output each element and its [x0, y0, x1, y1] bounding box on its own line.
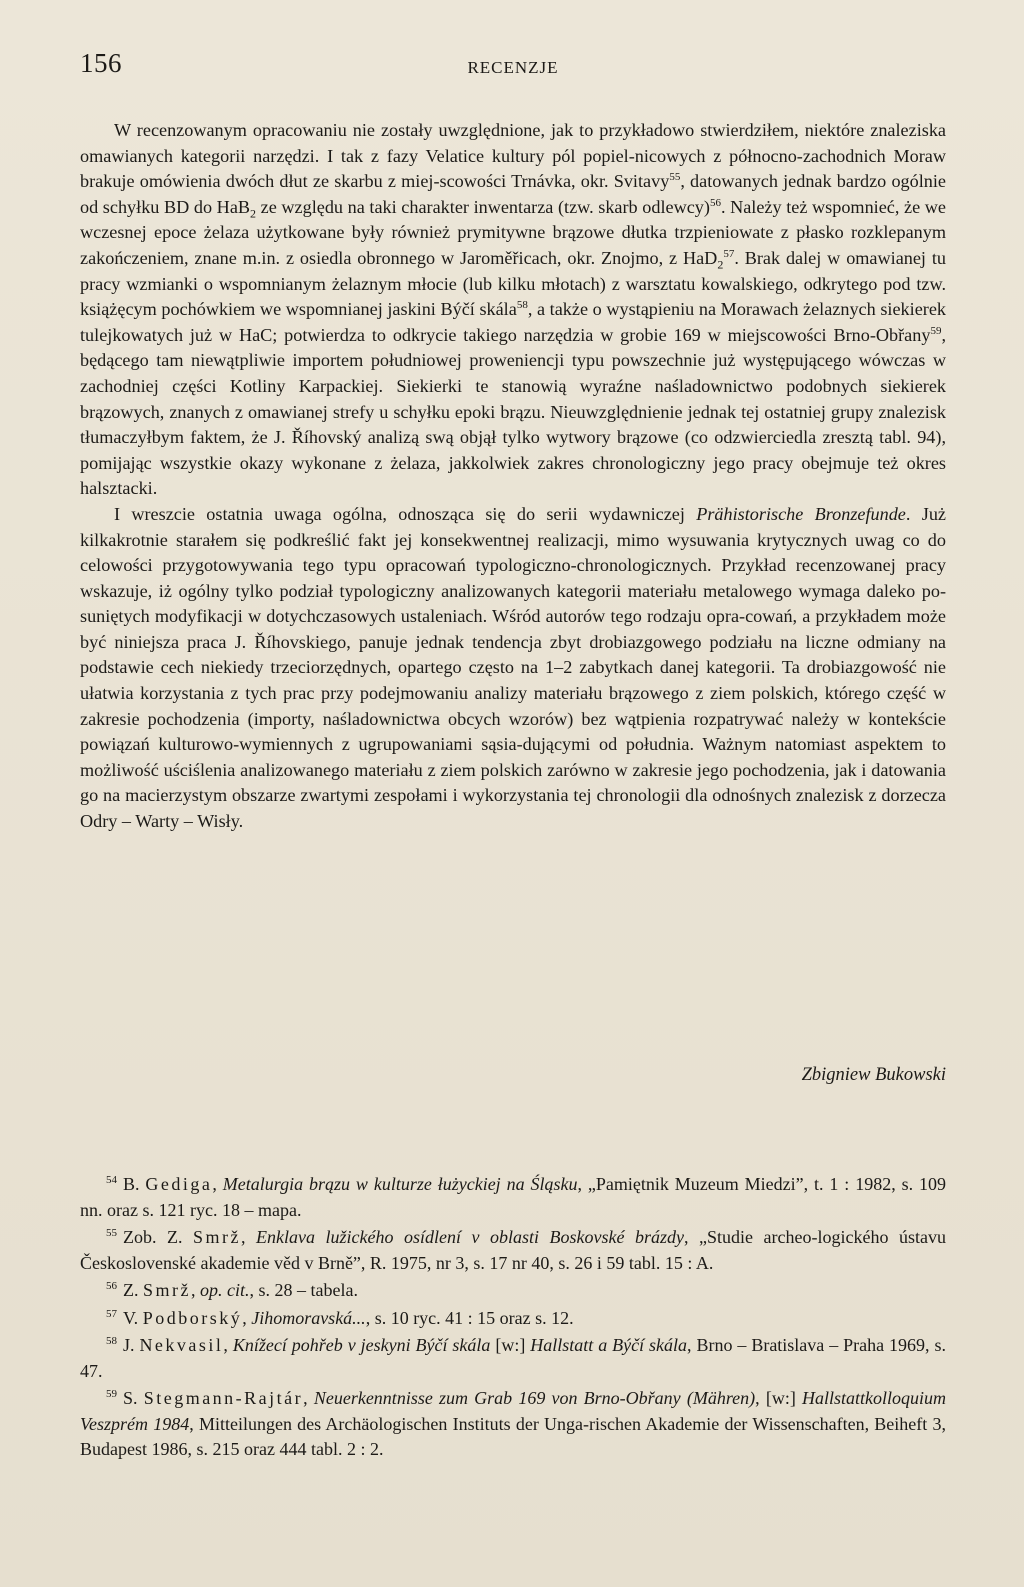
text-run: . Brak dalej w omawianej tu pracy wzmianki o wspomnianym żelaznym młocie (lub kilku młotach) z warsztatu kowalskiego, odkrytego pod tzw. książęcym pochówkiem we wspomnianej jaskini Býčí skála [80, 247, 947, 320]
text-run: , [241, 1227, 257, 1247]
author-name: Stegmann-Rajtár [143, 1388, 304, 1408]
footnote-ref: 57 [723, 247, 735, 260]
subscript: 2 [250, 206, 257, 221]
page-number: 156 [80, 48, 122, 78]
italic-title: Hallstattkolloquium Veszprém 1984 [80, 1388, 946, 1434]
text-run: . Już kilkakrotnie starałem się podkreślić fakt jej konsekwentnej realizacji, mimo wysuwania krytycznych uwag co do celowości przygotowywania tego typu opracowań typologiczno-chronologicznych. Przykład recenzowanej pracy wskazuje, iż ogólny tylko podział typologiczny analizowanych kategorii materiału metalowego wymaga daleko po-suniętych modyfikacji w dotychczasowych ustaleniach. Wśród autorów tego rodzaju opra-cowań, a przykładem może być niniejsza praca J. Říhovskiego, panuje jednak tendencja zbyt drobiazgowego podziału na liczne odmiany na podstawie cech niekiedy trzeciorzędnych, opartego często na 1–2 zabytkach danej kategorii. Ta drobiazgowość nie ułatwia korzystania z tych prac przy podejmowaniu analizy materiału brązowego z ziem polskich, którego część w zakresie pochodzenia (importy, naśladownictwa obcych wzorów) bez wątpienia rozpatrywać należy w kontekście powiązań kulturowo-wymiennych z ugrupowaniami sąsia-dującymi od południa. Ważnym natomiast aspektem to możliwość uściślenia analizowanego materiału z ziem polskich zarówno w zakresie jego pochodzenia, jak i datowania go na macierzystym obszarze zwartymi zespołami i wykorzystania tej chronologii dla odnośnych znalezisk z dorzecza Odry – Warty – Wisły. [80, 503, 946, 832]
italic-title: Prähistorische Bronzefunde [696, 503, 906, 524]
text-run: W recenzowanym opracowaniu nie zostały uwzględnione, jak to przykładowo stwierdziłem, niektóre znaleziska omawianych kategorii narzędzi. I tak z fazy Velatice kultury pól popiel-nicowych z północno-zachodnich Moraw brakuje omówienia dwóch dłut ze skarbu z miej-scowości Trnávka, okr. Svitavy [80, 120, 946, 192]
text-run: S. [123, 1388, 144, 1408]
italic-title: Knížecí pohřeb v jeskyni Býčí skála [232, 1335, 491, 1355]
footnote-number: 57 [106, 1307, 117, 1320]
author-name: Gediga [145, 1174, 213, 1194]
text-run: Z. [123, 1280, 143, 1300]
text-run: V. [123, 1307, 143, 1328]
author-name: Smrž [193, 1227, 242, 1247]
text-run: ze względu na taki charakter inwentarza (tzw. skarb odlewcy) [256, 196, 710, 217]
footnote [80, 1278, 946, 1304]
text-run: J. [123, 1335, 140, 1355]
italic-title: Metalurgia brązu w kulturze łużyckiej na Śląsku [222, 1174, 578, 1194]
footnote-number: 55 [106, 1227, 117, 1239]
text-run: , a także o wystąpieniu na Morawach żelaznych siekierek tulejkowatych już w HaC; potwierdza to odkrycie takiego narzędzia w grobie 169 w miejscowości Brno-Obřany [80, 299, 946, 345]
text-run: , [303, 1388, 314, 1408]
text-run: Zob. Z. [123, 1227, 194, 1247]
footnote-number: 56 [106, 1280, 117, 1292]
text-run: , Brno – Bratislava – Praha 1969, s. 47. [80, 1335, 946, 1381]
author-name: Smrž [143, 1280, 191, 1300]
text-run: , s. 28 – tabela. [249, 1280, 358, 1300]
footnote-number: 59 [106, 1388, 117, 1400]
paragraph [80, 502, 946, 835]
text-run: I wreszcie ostatnia uwaga ogólna, odnosząca się do serii wydawniczej [114, 503, 697, 524]
text-run: B. [123, 1174, 146, 1194]
text-run: , Mitteilungen des Archäologischen Instituts der Unga-rischen Akademie der Wissenschaften, Beiheft 3, Budapest 1986, s. 215 oraz 444 tabl. 2 : 2. [80, 1413, 947, 1459]
text-run: , „Studie archeo-logického ústavu Československé akademie věd v Brně”, R. 1975, nr 3, s. 17 nr 40, s. 26 i 59 tabl. 15 : A. [80, 1227, 946, 1273]
text-run: , [191, 1280, 200, 1300]
paragraph [80, 118, 946, 502]
author-name: Podborský [142, 1307, 243, 1328]
author-signature: Zbigniew Bukowski [801, 1065, 946, 1085]
footnote-ref: 58 [516, 299, 528, 312]
page-header [80, 48, 946, 88]
footnote [80, 1386, 946, 1463]
text-run: [w:] [490, 1335, 531, 1355]
footnote [80, 1333, 946, 1384]
text-run: . Należy też wspomnieć, że we wczesnej epoce żelaza użytkowane były również prymitywne brązowe dłutka trzpieniowate z płasko rozklepanym zakończeniem, znane m.in. z osiedla obronnego w Jaroměřicach, okr. Znojmo, z HaD [80, 196, 946, 268]
text-run: , „Pamiętnik Muzeum Miedzi”, t. 1 : 1982, s. 109 nn. oraz s. 121 ryc. 18 – mapa. [80, 1174, 946, 1220]
footnote [80, 1172, 946, 1223]
footnote-ref: 55 [669, 171, 681, 184]
text-run: , s. 10 ryc. 41 : 15 oraz s. 12. [365, 1307, 574, 1328]
text-run: , [w:] [755, 1388, 802, 1408]
footnote [80, 1306, 946, 1332]
footnote-number: 58 [106, 1335, 117, 1347]
text-run: , datowanych jednak bardzo ogólnie od schyłku BD do HaB [80, 171, 946, 217]
text-run: , [212, 1174, 223, 1194]
text-run: , [223, 1335, 233, 1355]
italic-title: Neuerkenntnisse zum Grab 169 von Brno-Obřany (Mähren) [313, 1388, 756, 1408]
italic-title: op. cit. [200, 1280, 250, 1300]
subscript: 2 [717, 257, 724, 272]
footnote-number: 54 [106, 1174, 117, 1186]
footnote-ref: 56 [709, 196, 721, 209]
italic-title: Hallstatt a Býčí skála [530, 1335, 688, 1355]
body-text [80, 118, 946, 835]
footnote [80, 1225, 946, 1276]
italic-title: Jihomoravská... [251, 1307, 366, 1328]
text-run: , będącego tam niewątpliwie importem południowej proweniencji typu powszechnie już występującego wówczas w zachodniej części Kotliny Karpackiej. Siekierki te stanowią wyraźne naśladownictwo podobnych siekierek brązowych, znanych z omawianej strefy u schyłku epoki brązu. Nieuwzględnienie jednak tej ostatniej grupy znalezisk tłumaczyłbym faktem, że J. Říhovský analizą swą objął tylko wytwory brązowe (co odzwierciedla zresztą tabl. 94), pomijając wszystkie okazy wykonane z żelaza, jakkolwiek zakres chronologiczny jego pracy obejmuje też okres halsztacki. [80, 324, 946, 499]
italic-title: Enklava lužického osídlení v oblasti Boskovské brázdy [256, 1227, 685, 1247]
footnote-ref: 59 [930, 324, 942, 337]
running-head: RECENZJE [467, 58, 559, 77]
author-name: Nekvasil [139, 1335, 224, 1355]
text-run: , [242, 1307, 252, 1328]
footnotes [80, 1172, 946, 1465]
